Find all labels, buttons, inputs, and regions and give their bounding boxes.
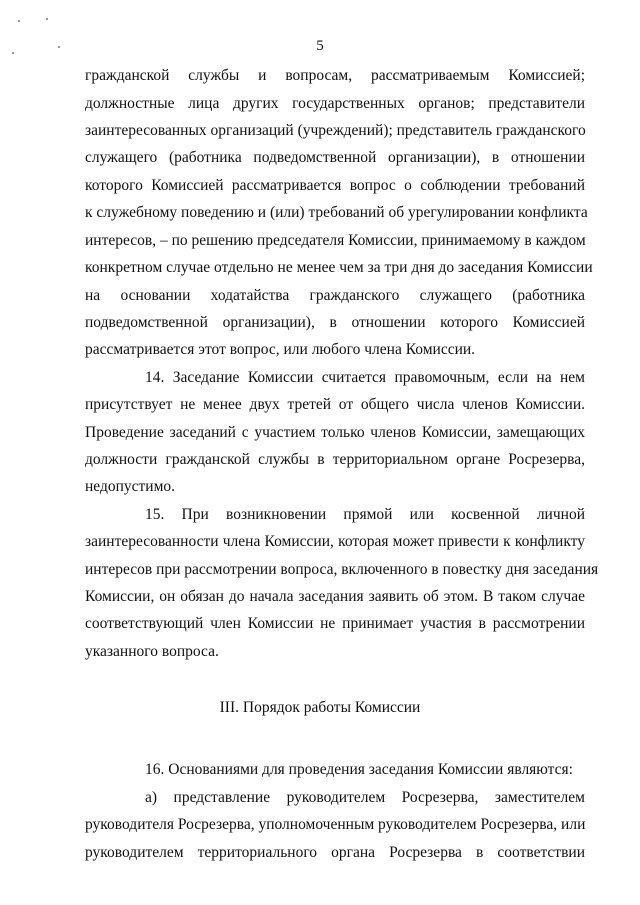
text-line: интересов, – по решению председателя Комиссии, принимаемому в каждом: [85, 232, 586, 249]
subparagraph-a-start: а) представление руководителем Росрезерва, заместителем: [145, 789, 585, 806]
text-line: гражданской службы и вопросам, рассматриваемым Комиссией;: [85, 67, 585, 84]
section-heading: III. Порядок работы Комиссии: [219, 699, 421, 716]
text-line: Комиссии, он обязан до начала заседания заявить об этом. В таком случае: [85, 588, 585, 605]
paragraph-16-start: 16. Основаниями для проведения заседания Комиссии являются:: [145, 761, 573, 778]
text-line: заинтересованных организаций (учреждений); представитель гражданского: [85, 122, 586, 139]
paragraph-15-start: 15. При возникновении прямой или косвенной личной: [145, 506, 585, 523]
text-line: интересов при рассмотрении вопроса, включенного в повестку дня заседания: [85, 561, 599, 578]
text-line: конкретном случае отдельно не менее чем за три дня до заседания Комиссии: [85, 259, 593, 276]
text-line: служащего (работника подведомственной организации), в отношении: [85, 149, 585, 166]
text-line: руководителя Росрезерва, уполномоченным руководителем Росрезерва, или: [85, 816, 586, 833]
text-line: рассматривается этот вопрос, или любого члена Комиссии.: [85, 341, 476, 358]
scan-artifact: [46, 18, 48, 20]
text-line: должности гражданской службы в территориальном органе Росрезерва,: [85, 451, 585, 468]
text-line: которого Комиссией рассматривается вопрос о соблюдении требований: [85, 177, 585, 194]
text-line: указанного вопроса.: [85, 643, 219, 660]
paragraph-14-start: 14. Заседание Комиссии считается правомочным, если на нем: [145, 369, 585, 386]
text-line: Проведение заседаний с участием только членов Комиссии, замещающих: [85, 424, 585, 441]
scan-artifact: [18, 20, 20, 22]
text-line: на основании ходатайства гражданского служащего (работника: [85, 287, 585, 304]
text-line: должностные лица других государственных органов; представители: [85, 95, 585, 112]
text-line: руководителем территориального органа Росрезерва в соответствии: [85, 844, 585, 861]
text-line: к служебному поведению и (или) требований об урегулировании конфликта: [85, 204, 588, 221]
text-line: подведомственной организации), в отношении которого Комиссией: [85, 314, 585, 331]
page-number: 5: [316, 38, 324, 54]
text-line: недопустимо.: [85, 478, 176, 495]
text-line: соответствующий член Комиссии не принимает участия в рассмотрении: [85, 615, 585, 632]
text-line: присутствует не менее двух третей от общего числа членов Комиссии.: [85, 396, 585, 413]
text-line: заинтересованности члена Комиссии, которая может привести к конфликту: [85, 533, 585, 550]
